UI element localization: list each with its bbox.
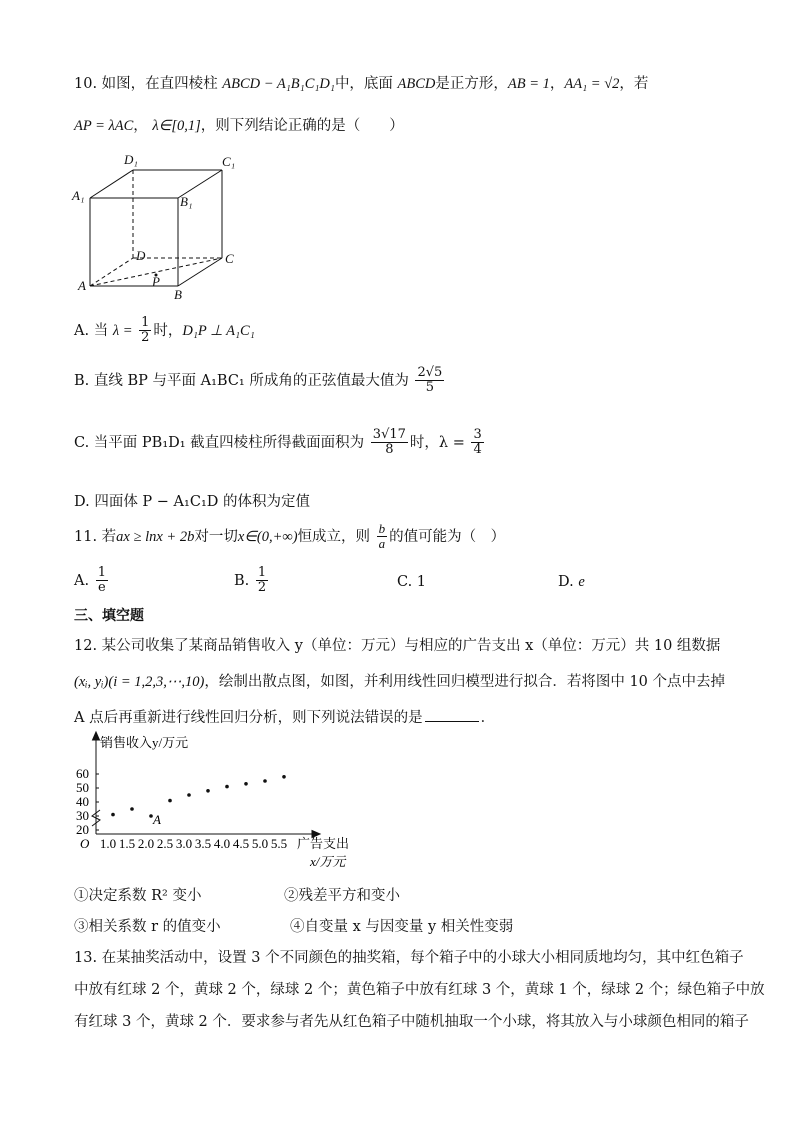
scatter-chart [72, 730, 372, 875]
y-tick-label: 30 [76, 808, 89, 823]
q11-option-b: B. $\frac{1}{2}$ [234, 565, 267, 596]
scatter-point [111, 813, 115, 817]
q12-statement-3: ③相关系数 r 的值变小 [74, 919, 221, 935]
scatter-point [206, 789, 210, 793]
x-axis-label-1: 广告支出 [297, 836, 350, 851]
x-tick-label: 5.5 [270, 836, 288, 851]
q12-statement-1: ①决定系数 R² 变小 [74, 888, 202, 904]
x-tick-label: 3.5 [194, 836, 212, 851]
label-D1: D₁ [124, 152, 138, 167]
q13-line2: 中放有红球 2 个，黄球 2 个，绿球 2 个；黄色箱子中放有红球 3 个，黄球 1 个，绿球 2 个；绿色箱子中放 [74, 982, 765, 998]
section-title: 三、填空题 [74, 608, 144, 624]
label-C: C [225, 251, 234, 266]
x-tick-label: 3.0 [175, 836, 193, 851]
q10-option-b: B. 直线 BP 与平面 A₁BC₁ 所成角的正弦值最大值为 $\frac{2√5}{5}$ [74, 365, 443, 396]
q12-statement-4: ④自变量 x 与因变量 y 相关性变弱 [290, 919, 514, 935]
q12-line3: A 点后再重新进行线性回归分析，则下列说法错误的是 ． [74, 710, 496, 726]
q11-option-a: A. $\frac{1}{e}$ [74, 565, 106, 596]
q13-line3: 有红球 3 个，黄球 2 个．要求参与者先从红色箱子中随机抽取一个小球，将其放入与小球颜色相同的箱子 [74, 1014, 749, 1030]
label-P: P [152, 274, 160, 289]
x-tick-label: 1.0 [99, 836, 117, 851]
answer-blank [425, 709, 479, 722]
scatter-point [187, 793, 191, 797]
origin-label: O [80, 836, 90, 851]
x-tick-label: 5.0 [251, 836, 269, 851]
label-A: A [78, 278, 86, 293]
x-tick-label: 2.0 [137, 836, 155, 851]
x-tick-label: 1.5 [118, 836, 136, 851]
y-tick-label: 20 [76, 822, 89, 837]
y-tick-label: 50 [76, 780, 89, 795]
x-axis-label-2: x/万元 [310, 854, 346, 869]
label-B: B [174, 287, 182, 302]
x-tick-label: 2.5 [156, 836, 174, 851]
prism-figure [70, 148, 250, 303]
scatter-point [263, 779, 267, 783]
q10-line2: AP = λAC， λ∈[0,1]，则下列结论正确的是（ ） [74, 118, 404, 134]
point-a-label: A [153, 812, 161, 827]
q12-line2: (xᵢ, yᵢ)(i = 1,2,3,⋯,10)，绘制出散点图，如图，并利用线性回归模型进行拟合．若将图中 10 个点中去掉 [74, 674, 726, 690]
scatter-point [282, 775, 286, 779]
q11-option-d: D. e [558, 574, 585, 590]
y-axis-label: 销售收入y/万元 [100, 735, 189, 750]
q10-line1: 10. 如图，在直四棱柱 ABCD − A₁B₁C₁D₁中，底面 ABCD是正方形，AB = 1，AA₁ = √2，若 [74, 76, 649, 92]
y-tick-label: 60 [76, 766, 89, 781]
prism-name: ABCD − A₁B₁C₁D₁ [222, 76, 335, 92]
scatter-point [130, 807, 134, 811]
q12-statement-2: ②残差平方和变小 [284, 888, 400, 904]
label-A1: A₁ [72, 188, 85, 203]
q10-option-c: C. 当平面 PB₁D₁ 截直四棱柱所得截面面积为 $\frac{3√17}{8}$ 时，λ = $\frac{3}{4}$ [74, 427, 482, 458]
x-tick-label: 4.0 [213, 836, 231, 851]
q10-option-a: A. 当 λ = $\frac{1}{2}$ 时，D₁P ⊥ A₁C₁ [74, 315, 255, 346]
q11-option-c: C. 1 [397, 574, 427, 590]
q12-line1: 12. 某公司收集了某商品销售收入 y（单位：万元）与相应的广告支出 x（单位：万元）共 10 组数据 [74, 638, 721, 654]
q10-option-d: D. 四面体 P − A₁C₁D 的体积为定值 [74, 494, 310, 510]
scatter-point [168, 799, 172, 803]
label-C1: C₁ [222, 154, 236, 169]
q13-line1: 13. 在某抽奖活动中，设置 3 个不同颜色的抽奖箱，每个箱子中的小球大小相同质地均匀，其中红色箱子 [74, 950, 744, 966]
q11-line: 11. 若ax ≥ lnx + 2b对一切x∈(0,+∞)恒成立，则 $\frac{b}{a}$ 的值可能为（ ） [74, 521, 506, 552]
scatter-point [225, 785, 229, 789]
scatter-point [244, 782, 248, 786]
y-tick-label: 40 [76, 794, 89, 809]
label-B1: B₁ [180, 194, 193, 209]
x-tick-label: 4.5 [232, 836, 250, 851]
label-D: D [136, 248, 146, 263]
q10-number: 10. [74, 76, 98, 92]
